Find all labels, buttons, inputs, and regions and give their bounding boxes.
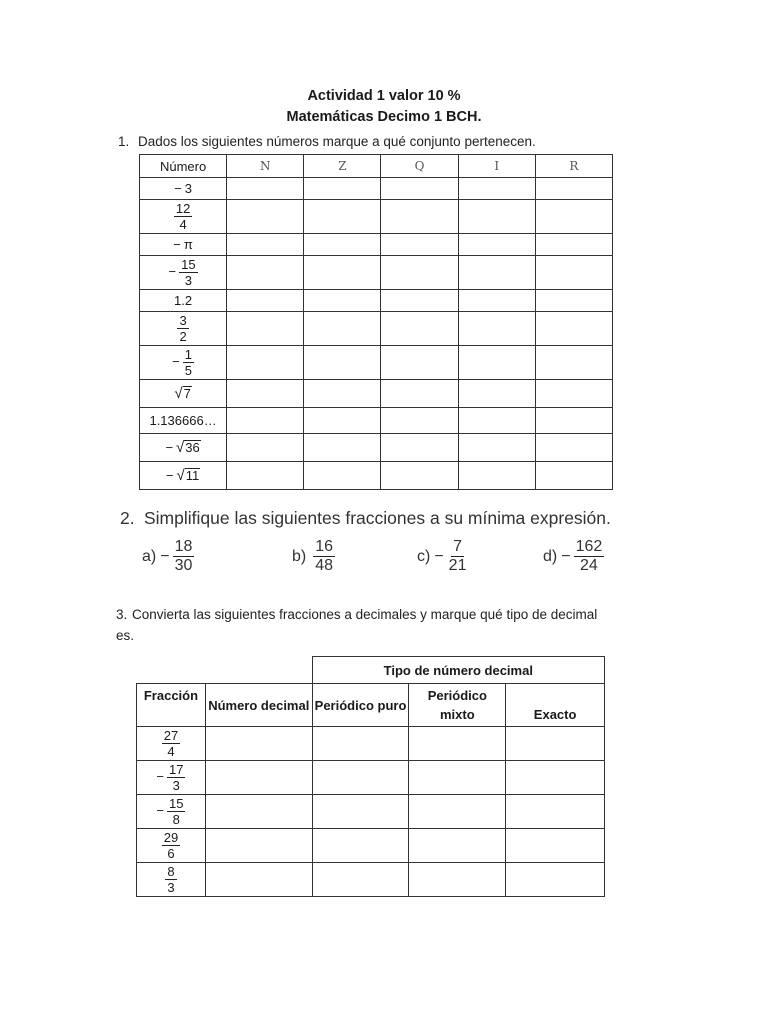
- answer-cell[interactable]: [506, 761, 605, 795]
- table-row: [140, 462, 613, 490]
- answer-cell[interactable]: [535, 346, 612, 380]
- fraction: [167, 763, 185, 792]
- item-label: c): [417, 547, 431, 565]
- item-label: d): [543, 547, 558, 565]
- fraction-cell: [137, 863, 206, 897]
- answer-cell[interactable]: [535, 380, 612, 408]
- table-row: [137, 761, 605, 795]
- table-row: [140, 346, 613, 380]
- number-cell: [140, 408, 227, 434]
- answer-cell[interactable]: [458, 312, 535, 346]
- answer-cell[interactable]: [227, 462, 304, 490]
- answer-cell[interactable]: [458, 290, 535, 312]
- set-header-i: I: [458, 155, 535, 178]
- answer-cell[interactable]: [381, 200, 458, 234]
- answer-cell[interactable]: [227, 312, 304, 346]
- numerator: 15: [169, 796, 184, 811]
- numerator: 162: [575, 538, 603, 555]
- radical-sign: √: [174, 385, 183, 402]
- answer-cell[interactable]: [381, 434, 458, 462]
- minus-sign: −: [156, 768, 165, 784]
- answer-cell[interactable]: [304, 200, 381, 234]
- number-cell: [140, 346, 227, 380]
- answer-cell[interactable]: [227, 256, 304, 290]
- fraction-cell: [137, 795, 206, 829]
- answer-cell[interactable]: [535, 408, 612, 434]
- numerator: 8: [167, 864, 175, 879]
- set-header-q: Q: [381, 155, 458, 178]
- table-row: [137, 829, 605, 863]
- fraction-column-header: Fracción: [137, 684, 206, 727]
- radicand: 11: [185, 468, 200, 484]
- fraction: [167, 797, 185, 826]
- numerator: 1: [184, 347, 192, 362]
- fraction: [183, 348, 194, 377]
- answer-cell[interactable]: [458, 234, 535, 256]
- table-row: [140, 178, 613, 200]
- minus-sign: −: [173, 237, 181, 252]
- number-cell: [140, 200, 227, 234]
- answer-cell[interactable]: [506, 727, 605, 761]
- question-2-number: 2.: [120, 508, 135, 528]
- denominator: 4: [179, 217, 187, 232]
- number-cell: [140, 290, 227, 312]
- set-header-z: Z: [304, 155, 381, 178]
- radical-sign: √: [176, 467, 185, 484]
- question-2-text: Simplifique las siguientes fracciones a su mínima expresión.: [144, 508, 611, 528]
- answer-cell[interactable]: [458, 462, 535, 490]
- square-root: [174, 386, 191, 401]
- answer-cell[interactable]: [227, 434, 304, 462]
- fraction: [162, 729, 180, 758]
- answer-cell[interactable]: [205, 727, 312, 761]
- fraction-cell: [137, 761, 206, 795]
- answer-cell[interactable]: [304, 346, 381, 380]
- numerator: 12: [175, 201, 191, 216]
- fraction: [173, 539, 195, 574]
- answer-cell[interactable]: [535, 312, 612, 346]
- answer-cell[interactable]: [535, 434, 612, 462]
- answer-cell[interactable]: [205, 829, 312, 863]
- minus-sign: −: [168, 263, 177, 279]
- answer-cell[interactable]: [381, 462, 458, 490]
- answer-cell[interactable]: [227, 346, 304, 380]
- question-1: [118, 134, 536, 149]
- question-1-number: 1.: [118, 134, 130, 149]
- numerator: 7: [453, 538, 463, 555]
- answer-cell[interactable]: [409, 829, 506, 863]
- table-row: [137, 727, 605, 761]
- table-row: [140, 434, 613, 462]
- table-row: [140, 234, 613, 256]
- radicand: 36: [185, 440, 200, 456]
- table-row: [140, 256, 613, 290]
- fraction: [162, 831, 180, 860]
- answer-cell[interactable]: [409, 727, 506, 761]
- number-value: π: [183, 237, 193, 252]
- answer-cell[interactable]: [458, 178, 535, 200]
- answer-cell[interactable]: [535, 178, 612, 200]
- number-value: 1.2: [174, 293, 193, 308]
- table-row: [140, 380, 613, 408]
- numerator: 29: [163, 830, 179, 845]
- answer-cell[interactable]: [304, 290, 381, 312]
- answer-cell[interactable]: [205, 761, 312, 795]
- decimal-type-group-header: Tipo de número decimal: [312, 657, 604, 684]
- fraction-item-a: [142, 539, 194, 574]
- numerator: 27: [163, 728, 179, 743]
- fraction-item-c: [417, 539, 468, 574]
- answer-cell[interactable]: [227, 200, 304, 234]
- denominator: 21: [448, 557, 467, 574]
- answer-cell[interactable]: [381, 234, 458, 256]
- question-3-text: Convierta las siguientes fracciones a decimales y marque qué tipo de decimal es.: [116, 607, 598, 643]
- denominator: 24: [580, 557, 598, 574]
- item-label: b): [292, 547, 307, 565]
- number-value: 1.136666…: [149, 413, 217, 428]
- answer-cell[interactable]: [312, 863, 409, 897]
- question-3-number: 3.: [116, 607, 128, 622]
- answer-cell[interactable]: [304, 434, 381, 462]
- answer-cell[interactable]: [304, 178, 381, 200]
- empty-header-gap: [137, 657, 313, 684]
- square-root: [176, 440, 201, 455]
- table-row: [137, 795, 605, 829]
- answer-cell[interactable]: [304, 408, 381, 434]
- minus-sign: −: [172, 353, 180, 369]
- number-value: 3: [184, 181, 192, 196]
- answer-cell[interactable]: [535, 290, 612, 312]
- fraction-item-d: [543, 539, 604, 574]
- denominator: 8: [172, 812, 180, 827]
- answer-cell[interactable]: [304, 380, 381, 408]
- periodic-pure-column-header: Periódico puro: [312, 684, 409, 727]
- exact-column-header: Exacto: [506, 684, 605, 727]
- denominator: 3: [184, 273, 192, 288]
- item-label: a): [142, 547, 157, 565]
- answer-cell[interactable]: [458, 200, 535, 234]
- numerator: 15: [181, 257, 196, 272]
- denominator: 3: [167, 880, 175, 895]
- answer-cell[interactable]: [312, 795, 409, 829]
- minus-sign: −: [165, 468, 174, 483]
- answer-cell[interactable]: [506, 829, 605, 863]
- table-row: [140, 290, 613, 312]
- answer-cell[interactable]: [535, 234, 612, 256]
- answer-cell[interactable]: [227, 178, 304, 200]
- answer-cell[interactable]: [227, 234, 304, 256]
- question-3: [116, 604, 616, 646]
- denominator: 6: [167, 846, 175, 861]
- decimal-number-column-header: Número decimal: [205, 684, 312, 727]
- answer-cell[interactable]: [535, 462, 612, 490]
- set-header-r: R: [535, 155, 612, 178]
- number-cell: [140, 256, 227, 290]
- answer-cell[interactable]: [205, 863, 312, 897]
- answer-cell[interactable]: [205, 795, 312, 829]
- answer-cell[interactable]: [458, 256, 535, 290]
- answer-cell[interactable]: [506, 795, 605, 829]
- answer-cell[interactable]: [227, 408, 304, 434]
- answer-cell[interactable]: [409, 863, 506, 897]
- answer-cell[interactable]: [304, 256, 381, 290]
- answer-cell[interactable]: [381, 408, 458, 434]
- fraction-item-b: [292, 539, 335, 574]
- answer-cell[interactable]: [381, 312, 458, 346]
- answer-cell[interactable]: [535, 200, 612, 234]
- denominator: 3: [172, 778, 180, 793]
- fraction: [574, 539, 605, 574]
- answer-cell[interactable]: [312, 761, 409, 795]
- number-column-header: Número: [140, 155, 227, 178]
- minus-sign: −: [165, 440, 174, 455]
- table-row: [137, 863, 605, 897]
- answer-cell[interactable]: [409, 795, 506, 829]
- denominator: 30: [174, 557, 193, 574]
- minus-sign: −: [434, 547, 444, 565]
- numerator: 16: [315, 538, 334, 555]
- fraction: [447, 539, 469, 574]
- number-cell: [140, 380, 227, 408]
- answer-cell[interactable]: [304, 312, 381, 346]
- table-row: [140, 408, 613, 434]
- answer-cell[interactable]: [304, 234, 381, 256]
- table-row: [140, 312, 613, 346]
- answer-cell[interactable]: [312, 829, 409, 863]
- fraction: [177, 314, 188, 343]
- number-cell: [140, 462, 227, 490]
- number-cell: [140, 178, 227, 200]
- answer-cell[interactable]: [227, 290, 304, 312]
- table-header-row: [140, 155, 613, 178]
- answer-cell[interactable]: [458, 434, 535, 462]
- minus-sign: −: [561, 547, 571, 565]
- denominator: 4: [167, 744, 175, 759]
- number-cell: [140, 312, 227, 346]
- group-header-row: [137, 657, 605, 684]
- minus-sign: −: [174, 181, 182, 196]
- fraction: [165, 865, 176, 894]
- answer-cell[interactable]: [381, 290, 458, 312]
- question-1-text: Dados los siguientes números marque a qué conjunto pertenecen.: [138, 134, 536, 149]
- denominator: 5: [184, 363, 192, 378]
- numerator: 3: [179, 313, 187, 328]
- number-sets-table: [139, 154, 613, 490]
- radical-sign: √: [176, 439, 185, 456]
- periodic-mixed-column-header: Periódico mixto: [409, 684, 506, 727]
- fraction-cell: [137, 727, 206, 761]
- answer-cell[interactable]: [535, 256, 612, 290]
- table-header-row: [137, 684, 605, 727]
- square-root: [177, 468, 201, 483]
- minus-sign: −: [160, 547, 170, 565]
- minus-sign: −: [156, 802, 165, 818]
- answer-cell[interactable]: [506, 863, 605, 897]
- fraction-cell: [137, 829, 206, 863]
- question-2: [120, 508, 611, 529]
- answer-cell[interactable]: [381, 380, 458, 408]
- answer-cell[interactable]: [227, 380, 304, 408]
- radicand: 7: [183, 386, 191, 402]
- answer-cell[interactable]: [381, 178, 458, 200]
- set-header-n: N: [227, 155, 304, 178]
- answer-cell[interactable]: [458, 346, 535, 380]
- answer-cell[interactable]: [304, 462, 381, 490]
- answer-cell[interactable]: [381, 256, 458, 290]
- answer-cell[interactable]: [458, 408, 535, 434]
- fraction: [174, 202, 192, 231]
- answer-cell[interactable]: [458, 380, 535, 408]
- denominator: 2: [179, 329, 187, 344]
- number-cell: [140, 234, 227, 256]
- title-line-1: Actividad 1 valor 10 %: [307, 88, 461, 104]
- fraction: [179, 258, 197, 287]
- fraction: [313, 539, 335, 574]
- numerator: 18: [174, 538, 193, 555]
- denominator: 48: [315, 557, 334, 574]
- decimal-type-table: [136, 656, 605, 897]
- number-cell: [140, 434, 227, 462]
- table-row: [140, 200, 613, 234]
- answer-cell[interactable]: [312, 727, 409, 761]
- answer-cell[interactable]: [381, 346, 458, 380]
- answer-cell[interactable]: [409, 761, 506, 795]
- title-line-2: Matemáticas Decimo 1 BCH.: [286, 109, 482, 125]
- numerator: 17: [169, 762, 184, 777]
